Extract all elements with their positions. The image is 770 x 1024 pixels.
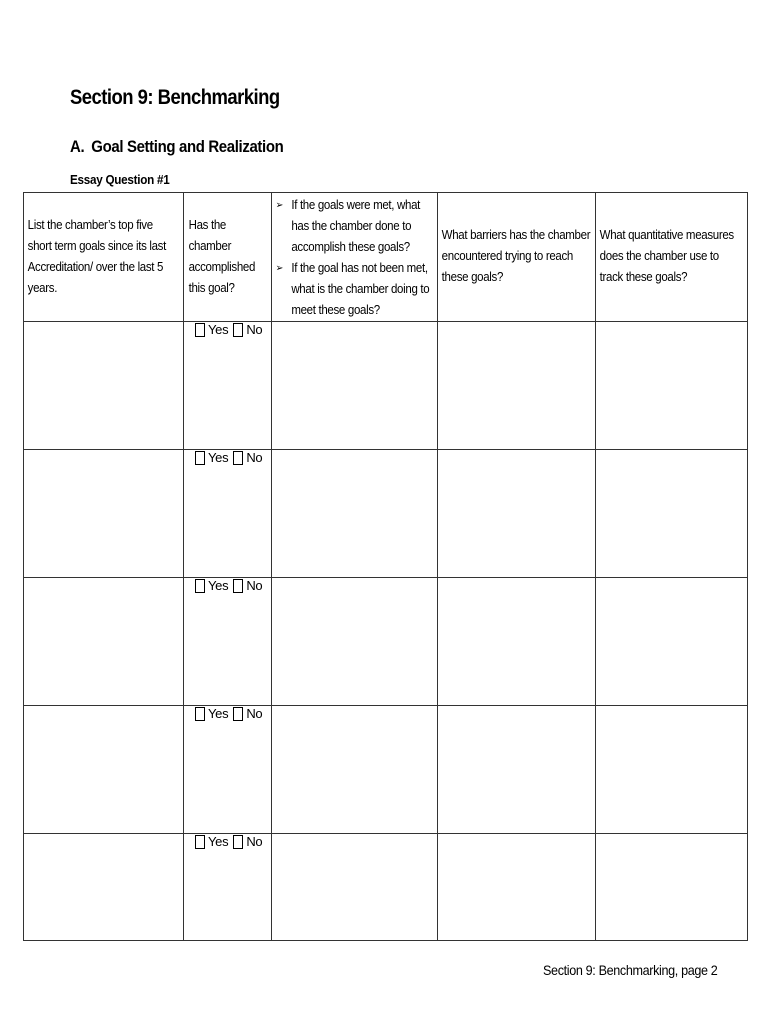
header-line: Has the	[188, 218, 226, 232]
goal-cell[interactable]	[24, 834, 184, 941]
header-line: List the chamber’s top five	[27, 218, 153, 232]
table-row	[24, 450, 748, 578]
header-line: what is the chamber doing to	[291, 282, 430, 296]
header-line: meet these goals?	[291, 303, 380, 317]
no-label: No	[246, 706, 263, 721]
goal-cell[interactable]	[24, 578, 184, 706]
no-checkbox[interactable]	[233, 835, 243, 849]
section-title: Section 9: Benchmarking	[70, 86, 280, 109]
header-actions	[272, 193, 438, 322]
yes-no-choice	[184, 834, 271, 849]
header-barriers	[438, 193, 596, 322]
measures-cell[interactable]	[596, 834, 748, 941]
header-line: If the goal has not been met,	[291, 261, 428, 275]
no-label: No	[246, 834, 263, 849]
actions-cell[interactable]	[272, 834, 438, 941]
no-label: No	[246, 450, 263, 465]
yes-label: Yes	[208, 322, 229, 337]
header-line: What quantitative measures	[599, 228, 734, 242]
no-checkbox[interactable]	[233, 707, 243, 721]
header-measures	[596, 193, 748, 322]
measures-cell[interactable]	[596, 578, 748, 706]
yes-label: Yes	[208, 578, 229, 593]
table-row	[24, 706, 748, 834]
subsection-title: Goal Setting and Realization	[91, 137, 284, 156]
no-checkbox[interactable]	[233, 451, 243, 465]
header-line: track these goals?	[599, 270, 688, 284]
actions-cell[interactable]	[272, 450, 438, 578]
page-footer: Section 9: Benchmarking, page 2	[543, 962, 718, 978]
no-label: No	[246, 322, 263, 337]
goal-cell[interactable]	[24, 706, 184, 834]
subsection-label: A.	[70, 137, 85, 156]
yes-checkbox[interactable]	[195, 451, 205, 465]
barriers-cell[interactable]	[438, 578, 596, 706]
bullet-item	[276, 195, 424, 258]
header-line: Accreditation/ over the last 5	[27, 260, 164, 274]
yes-no-choice	[184, 322, 271, 337]
table-header-row	[24, 193, 748, 322]
accomplished-cell	[184, 322, 272, 450]
yes-label: Yes	[208, 706, 229, 721]
table-row	[24, 578, 748, 706]
header-line: these goals?	[441, 270, 504, 284]
essay-question-label: Essay Question #1	[70, 172, 170, 187]
yes-checkbox[interactable]	[195, 323, 205, 337]
measures-cell[interactable]	[596, 322, 748, 450]
no-label: No	[246, 578, 263, 593]
accomplished-cell	[184, 450, 272, 578]
header-accomplished	[184, 193, 272, 322]
accomplished-cell	[184, 706, 272, 834]
header-line: If the goals were met, what	[291, 198, 421, 212]
no-checkbox[interactable]	[233, 579, 243, 593]
barriers-cell[interactable]	[438, 706, 596, 834]
no-checkbox[interactable]	[233, 323, 243, 337]
actions-cell[interactable]	[272, 322, 438, 450]
subsection-heading	[70, 137, 283, 157]
yes-checkbox[interactable]	[195, 707, 205, 721]
yes-checkbox[interactable]	[195, 835, 205, 849]
header-line: accomplished	[188, 260, 256, 274]
accomplished-cell	[184, 578, 272, 706]
arrow-bullet-icon: ➢	[275, 200, 284, 211]
actions-cell[interactable]	[272, 706, 438, 834]
yes-no-choice	[184, 706, 271, 721]
goal-cell[interactable]	[24, 450, 184, 578]
yes-checkbox[interactable]	[195, 579, 205, 593]
yes-label: Yes	[208, 834, 229, 849]
header-line: What barriers has the chamber	[441, 228, 591, 242]
yes-label: Yes	[208, 450, 229, 465]
yes-no-choice	[184, 450, 271, 465]
barriers-cell[interactable]	[438, 322, 596, 450]
goals-table	[23, 192, 748, 941]
header-line: encountered trying to reach	[441, 249, 573, 263]
header-line: does the chamber use to	[599, 249, 719, 263]
actions-cell[interactable]	[272, 578, 438, 706]
arrow-bullet-icon: ➢	[275, 263, 284, 274]
goal-cell[interactable]	[24, 322, 184, 450]
header-goals	[24, 193, 184, 322]
bullet-item	[275, 258, 430, 321]
header-line: this goal?	[188, 281, 235, 295]
accomplished-cell	[184, 834, 272, 941]
header-line: has the chamber done to	[291, 219, 412, 233]
measures-cell[interactable]	[596, 706, 748, 834]
barriers-cell[interactable]	[438, 834, 596, 941]
barriers-cell[interactable]	[438, 450, 596, 578]
measures-cell[interactable]	[596, 450, 748, 578]
table-row	[24, 322, 748, 450]
yes-no-choice	[184, 578, 271, 593]
header-line: chamber	[188, 239, 232, 253]
table-row	[24, 834, 748, 941]
header-line: short term goals since its last	[27, 239, 166, 253]
header-line: years.	[27, 281, 58, 295]
header-line: accomplish these goals?	[291, 240, 410, 254]
